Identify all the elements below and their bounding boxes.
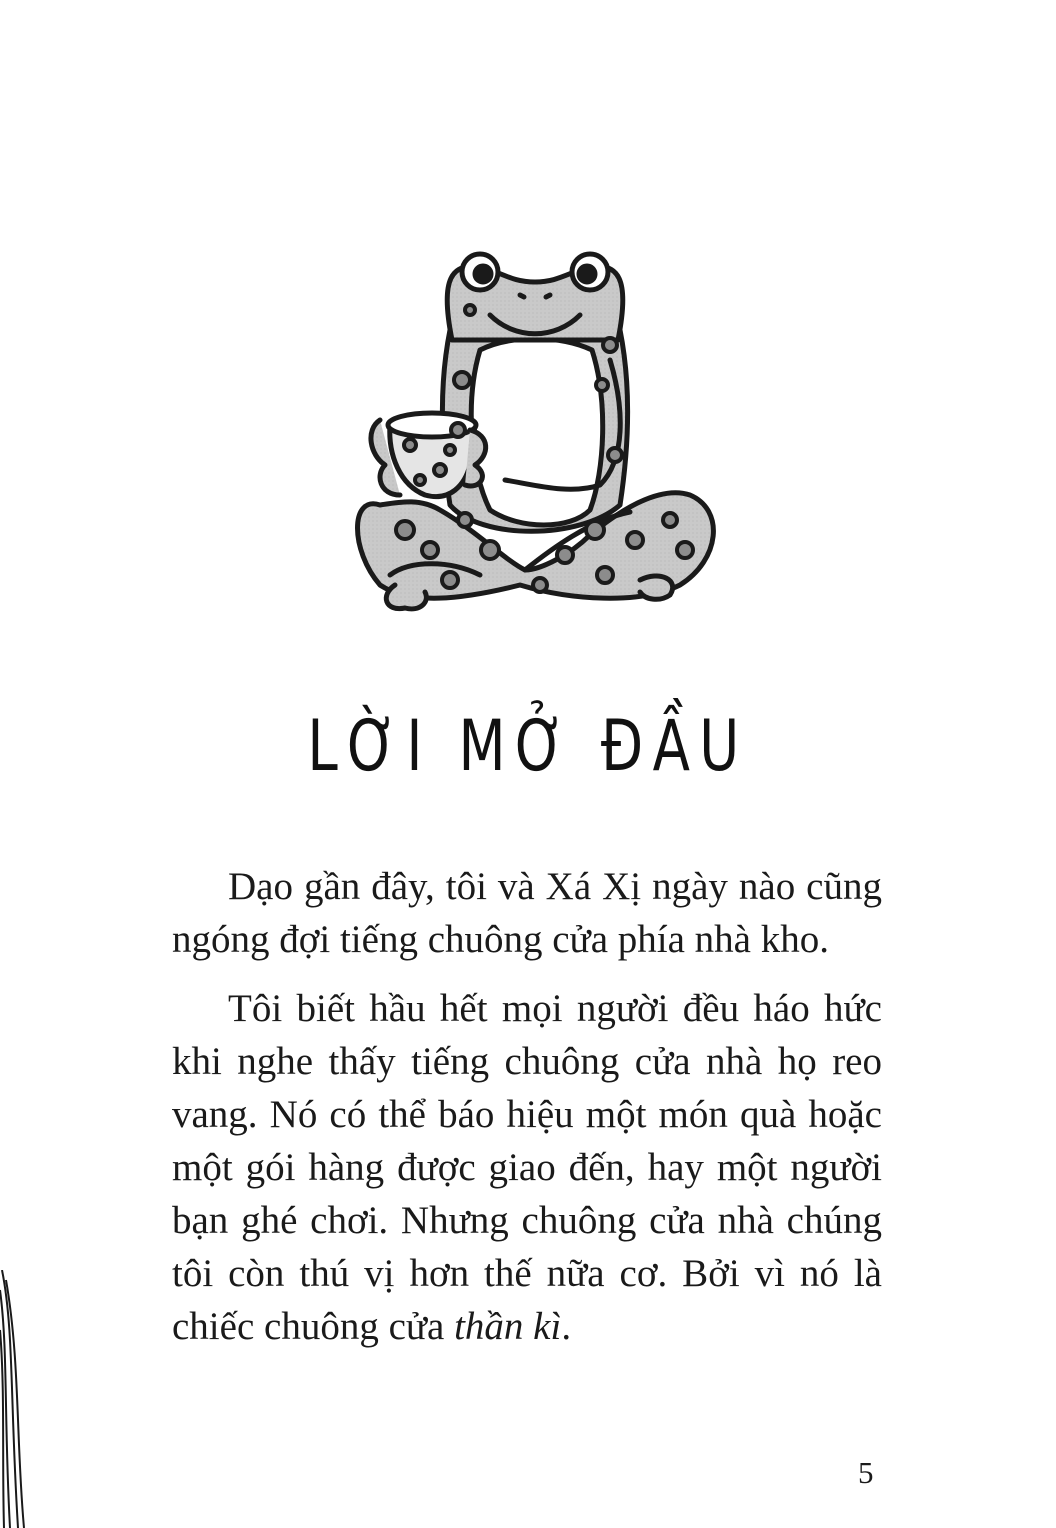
body-text bbox=[172, 860, 882, 1369]
paragraph-2-text: Tôi biết hầu hết mọi người đều háo hức khi nghe thấy tiếng chuông cửa nhà họ reo vang. Nó có thể báo hiệu một món quà hoặc một gói hàng được giao đến, hay một người bạn ghé chơi. Nhưng chuông cửa nhà chúng tôi còn thú vị hơn thế nữa cơ. Bởi vì nó là chiếc chuông cửa bbox=[172, 987, 882, 1348]
page-number: 5 bbox=[858, 1455, 874, 1490]
paragraph-2 bbox=[172, 982, 882, 1353]
paragraph-1: Dạo gần đây, tôi và Xá Xị ngày nào cũng ngóng đợi tiếng chuông cửa phía nhà kho. bbox=[172, 865, 882, 961]
paragraph-2-emphasis: thần kì bbox=[454, 1305, 562, 1348]
chapter-title: LỜI MỞ ĐẦU bbox=[307, 704, 749, 787]
frog-illustration bbox=[340, 240, 730, 620]
paragraph-2-end: . bbox=[561, 1305, 572, 1348]
leaf-decoration bbox=[0, 1270, 26, 1528]
